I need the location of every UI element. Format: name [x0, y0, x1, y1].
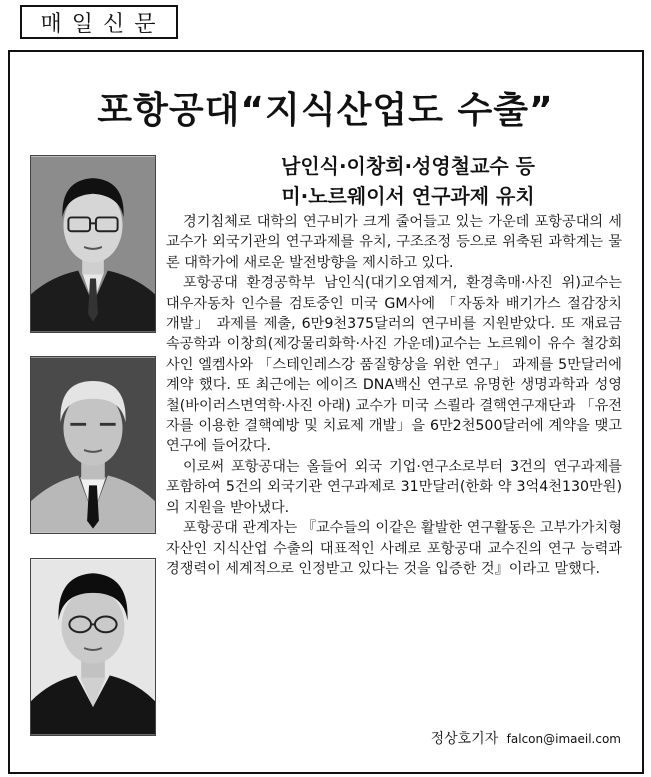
article-paragraph-2: 포항공대 환경공학부 남인식(대기오염제거, 환경촉매·사진 위)교수는 대우자동차 인수를 검토중인 미국 GM사에 「자동차 배기가스 절감장치 개발」 과제를 제출, 6만9천375달러의 연구비를 지원받았다. 또 재료금속공학과 이창희(제강물리화학·사진 가운데)교수는 노르웨이 유수 철강회사인 엘켐사와 「스테인레스강 품질향상을 위한 연구」 과제를 5만달러에 계약 했다. 또 최근에는 에이즈 DNA백신 연구로 유명한 생명과학과 성영철(바이러스면역학·사진 아래) 교수가 미국 스쾰라 결핵연구재단과 「유전자를 이용한 결핵예방 및 치료제 개발」을 6만2천500달러에 계약을 맺고 연구에 들어갔다. [166, 275, 622, 455]
article-byline [431, 728, 621, 748]
article-paragraph-1: 경기침체로 대학의 연구비가 크게 줄어들고 있는 가운데 포항공대의 세교수가 외국기관의 연구과제를 유치, 구조조정 등으로 위축된 과학계는 물론 대학가에 새로운 발전방향을 제시하고 있다. [166, 214, 622, 271]
article-subhead-1: 남인식·이창희·성영철교수 등 [281, 154, 535, 178]
article-subhead-2: 미·노르웨이서 연구과제 유치 [281, 184, 535, 208]
portrait-bottom-image [31, 559, 155, 735]
article-body [166, 212, 622, 579]
article-paragraph-3: 이로써 포항공대는 올들어 외국 기업·연구소로부터 3건의 연구과제를 포함하여 5건의 외국기관 연구과제로 31만달러(한화 약 3억4천130만원)의 지원을 받아냈다. [166, 458, 622, 516]
newspaper-masthead: 매일신문 [20, 5, 178, 39]
byline-reporter: 정상호기자 [430, 731, 499, 747]
portrait-photo-top [30, 155, 156, 333]
article-paragraph-4: 포항공대 관계자는 『교수들의 이같은 활발한 연구활동은 고부가가치형 자산인 지식산업 수출의 대표적인 사례로 포항공대 교수진의 연구 능력과 경쟁력이 세계적으로 인정받고 있다는 것을 입증한 것』이라고 말했다. [166, 520, 622, 577]
byline-email: falcon@imaeil.com [506, 732, 621, 746]
portrait-middle-image [31, 357, 155, 533]
portrait-top-image [31, 156, 155, 332]
portrait-photo-middle [30, 356, 156, 534]
article-headline: 포항공대“지식산업도 수출” [97, 90, 554, 131]
portrait-photo-bottom [30, 558, 156, 736]
